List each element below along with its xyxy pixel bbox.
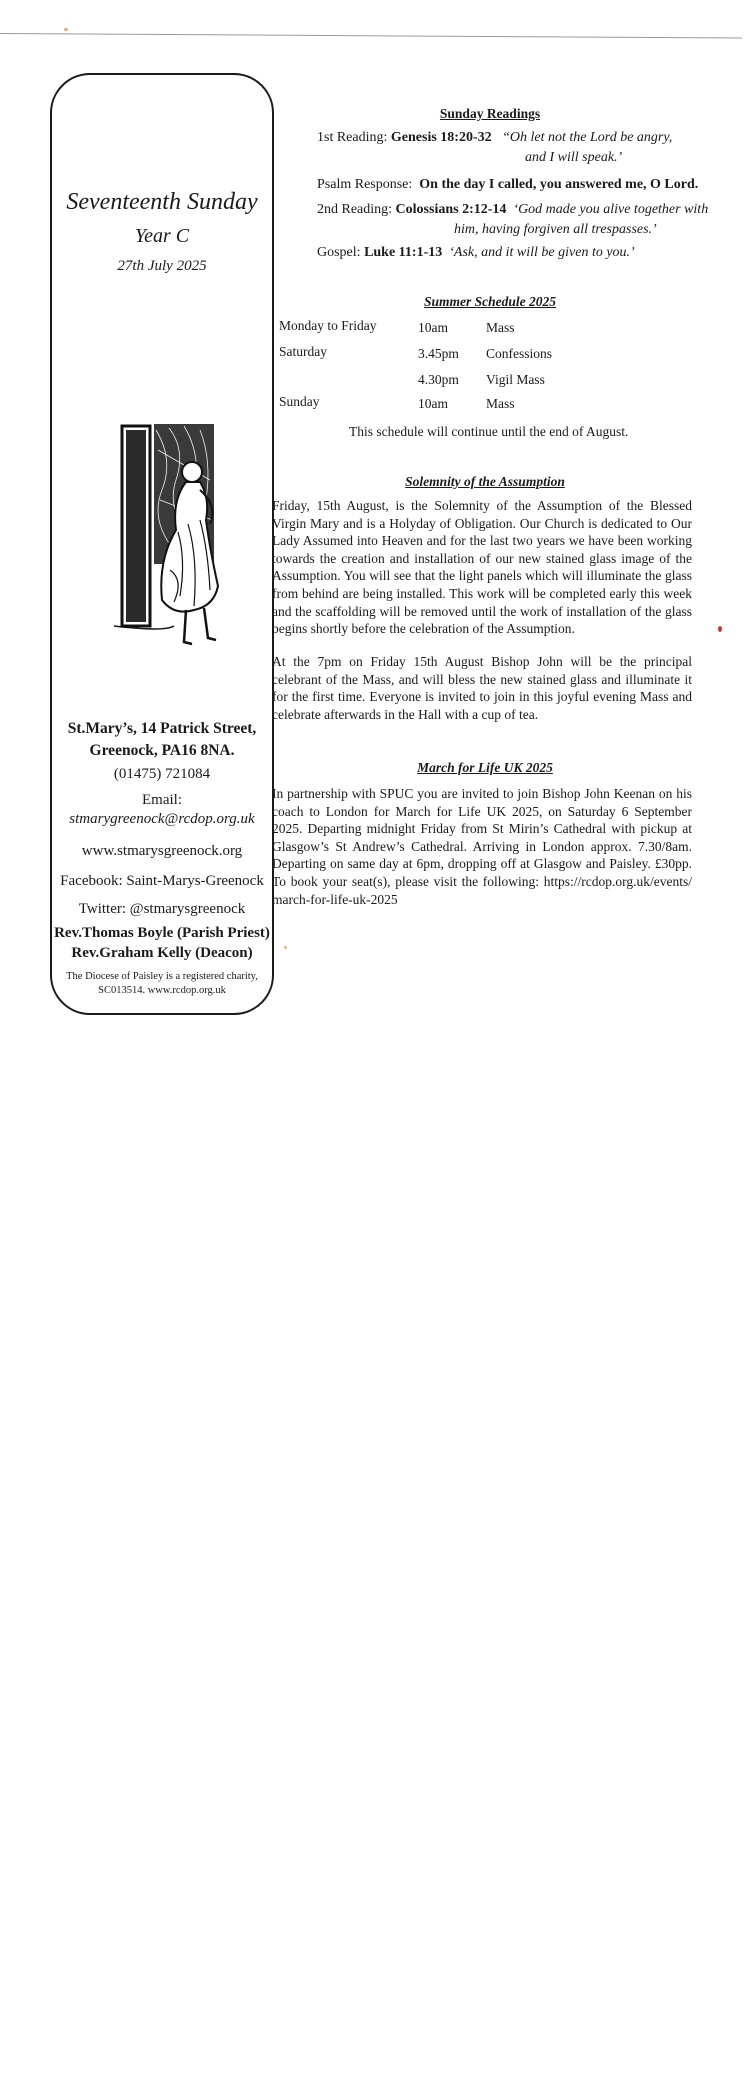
march-paragraph: In partnership with SPUC you are invited to join Bishop John Keenan on his coach to London for March for Life UK 2025, on Saturday 6 September 2025. Departing midnight Friday from St Mirin’s Cathedral with pickup at Glasgow’s St Andrew’s Cathedral. Arriving in London approx. 7.30/8am. Departing on same day at 6pm, dropping off at Glasgow and Paisley. £30pp. To book your seat(s), please visit the following: https://rcdop.org.uk/events/ march-for-life-uk-2025	[272, 786, 692, 907]
sunday-title: Seventeenth Sunday	[66, 189, 258, 215]
schedule-time: 4.30pm	[418, 372, 459, 387]
second-reading-quote-cont: him, having forgiven all trespasses.’	[454, 222, 657, 237]
clergy-list	[52, 923, 272, 963]
bulletin-date: 27th July 2025	[117, 258, 207, 274]
gospel-reading	[317, 245, 635, 261]
schedule-time: 10am	[418, 320, 448, 335]
gospel-ref: Luke 11:1-13	[364, 245, 443, 260]
parish-info-panel	[50, 73, 274, 1015]
first-reading-quote: “Oh let not the Lord be angry,	[502, 130, 673, 145]
gospel-quote: ‘Ask, and it will be given to you.’	[449, 245, 635, 260]
schedule-note: This schedule will continue until the end of August.	[349, 424, 629, 439]
first-reading	[317, 130, 672, 146]
phone-number: (01475) 721084	[113, 766, 211, 782]
scan-speck	[718, 626, 722, 632]
twitter-handle: Twitter: @stmarysgreenock	[78, 901, 246, 917]
schedule-heading: Summer Schedule 2025	[423, 294, 556, 309]
schedule-day: Sunday	[279, 394, 320, 409]
second-reading-ref: Colossians 2:12-14	[395, 202, 507, 217]
second-reading-quote: ‘God made you alive together with	[513, 202, 709, 217]
parish-priest: Rev.Thomas Boyle (Parish Priest)	[54, 925, 270, 941]
saint-woodcut-illustration	[114, 420, 224, 670]
schedule-event: Mass	[486, 396, 515, 411]
second-reading-label: 2nd Reading:	[317, 202, 393, 217]
first-reading-ref: Genesis 18:20-32	[390, 130, 492, 145]
schedule-event: Vigil Mass	[486, 372, 545, 387]
liturgical-year: Year C	[134, 225, 190, 247]
facebook-handle: Facebook: Saint-Marys-Greenock	[60, 873, 264, 889]
second-reading	[317, 202, 708, 218]
schedule-day: Saturday	[279, 344, 327, 359]
schedule-day: Monday to Friday	[279, 318, 377, 333]
scan-speck	[64, 28, 68, 31]
psalm-response	[317, 177, 698, 193]
website-address: www.stmarysgreenock.org	[81, 843, 243, 859]
charity-line: The Diocese of Paisley is a registered charity,	[66, 971, 258, 982]
schedule-event: Confessions	[486, 346, 553, 361]
assumption-paragraph: Friday, 15th August, is the Solemnity of the Assumption of the Blessed Virgin Mary and is a Holyday of Obligation. Our Church is dedicated to Our Lady Assumed into Heaven and for the last two years we have been working towards the creation and installation of our new stained glass image of the Assumption. You will see that the light panels which will illuminate the glass from behind are being installed. This work will be completed early this week and the scaffolding will be removed until the work of installation of the glass begins shortly before the celebration of the Assumption.	[272, 498, 692, 637]
psalm-text: On the day I called, you answered me, O Lord.	[419, 177, 699, 192]
schedule-time: 10am	[418, 396, 448, 411]
address-line: St.Mary’s, 14 Patrick Street,	[67, 720, 257, 737]
march-heading: March for Life UK 2025	[417, 760, 553, 775]
deacon: Rev.Graham Kelly (Deacon)	[71, 945, 253, 961]
first-reading-label: 1st Reading:	[317, 130, 388, 145]
address-line: Greenock, PA16 8NA.	[89, 742, 235, 759]
parish-address	[52, 718, 272, 762]
gospel-label: Gospel:	[317, 245, 361, 260]
assumption-paragraph: At the 7pm on Friday 15th August Bishop John will be the principal celebrant of the Mass, and will bless the new stained glass and illuminate it for the first time. Everyone is invited to join in this joyful evening Mass and celebrate afterwards in the Hall with a cup of tea.	[272, 654, 692, 722]
assumption-heading: Solemnity of the Assumption	[405, 474, 565, 489]
email-label: Email:	[142, 792, 182, 808]
schedule-time: 3.45pm	[418, 346, 459, 361]
schedule-event: Mass	[486, 320, 515, 335]
email-address: stmarygreenock@rcdop.org.uk	[69, 811, 255, 827]
first-reading-quote-cont: and I will speak.’	[525, 150, 623, 165]
psalm-label: Psalm Response:	[317, 177, 413, 192]
readings-heading: Sunday Readings	[439, 106, 541, 121]
charity-notice	[52, 970, 272, 998]
scan-edge-line	[0, 33, 742, 39]
charity-line: SC013514. www.rcdop.org.uk	[98, 985, 226, 996]
scan-speck	[284, 946, 287, 949]
